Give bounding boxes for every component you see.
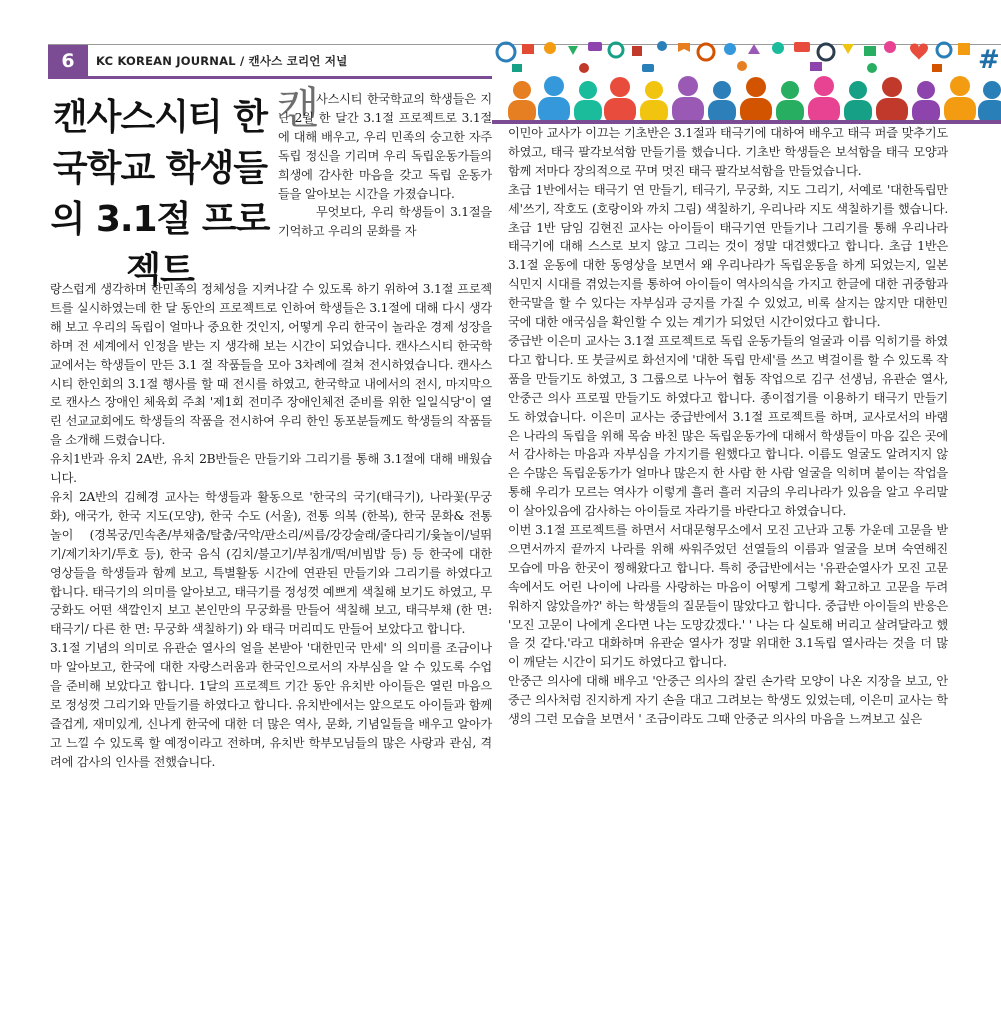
intro-paragraph: 무엇보다, 우리 학생들이 3.1절을 기억하고 우리의 문화를 자 (278, 205, 492, 239)
people-silhouettes (508, 76, 1001, 122)
page-number: 6 (48, 45, 88, 77)
body-paragraph: 안중근 의사에 대해 배우고 '안중근 의사의 잘린 손가락 모양이 나온 지장을 보고, 안중근 의사처럼 진지하게 자기 손을 대고 그려보는 학생도 있었는데, 이은미 교사는 학생의 그런 모습을 보면서 ' 조금이라도 그때 안중군 의사의 마음을 느껴보고 싶은 (508, 674, 948, 727)
body-paragraph: 중급반 이은미 교사는 3.1절 프로젝트로 독립 운동가들의 얼굴과 이름 익히기를 하였다고 합니다. 또 붓글씨로 화선지에 '대한 독립 만세'를 쓰고 벽걸이를 할 수 있도록 작품을 만들기도 하였고, 3 그룹으로 나누어 협동 작업으로 김구 선생님, 유관순 열사, 안중근 의사 프로필 만들기도 하였다고 합니다. 종이접기를 이용하기 태극기 만들기도 하였습니다. 이은미 교사는 중급반에서 3.1절 프로젝트를 하며, 교사로서의 바램은 나라의 독립을 위해 목숨 바친 많은 독립운동가에 대해서 학생들이 마음 깊은 곳에서 감사하는 마음과 자부심을 가지기를 원했다고 합니다. 이름도 얼굴도 알려지지 않은 수많은 독립운동가가 얼마나 많은지 한 사람 한 사람 얼굴을 익히며 붙이는 작업을 통해 우리가 모르는 역사가 이렇게 흘러 흘러 지금의 우리나라가 있음을 알고 우리말이 살아있음에 감사하는 아이들로 자라기를 바란다고 하였습니다. (508, 333, 948, 519)
drop-cap: 캔 (277, 83, 320, 134)
journal-title: KC KOREAN JOURNAL / 캔사스 코리언 저널 (96, 54, 348, 68)
banner-icons (497, 41, 1000, 75)
body-paragraph: 유치 2A반의 김혜경 교사는 학생들과 활동으로 '한국의 국기(태극기), 나라꽃(무궁화), 애국가, 한국 지도(모양), 한국 수도 (서울), 전통 의복 (한복), 한국 문화& 전통 놀이 (경복궁/민속촌/부채춤/탈춤/국악/판소리/씨름/강강술래/줄다리기/윷놀이/널뛰기/제기차기/투호 등), 한국 음식 (김치/불고기/부침개/떡/비빔밥 등) 등 한국에 대한 영상들을 학생들과 함께 보고, 특별활동 시간에 연관된 만들기와 그리기를 하였다고 합니다. 태극기의 의미를 알아보고, 태극기를 정성껏 예쁘게 색칠해 보기도 하였고, 무궁화도 어떤 색깔인지 보고 본인만의 무궁화를 만들어 색칠해 보고, 태극부채 (한 면: 태극기/ 다른 한 면: 무궁화 색칠하기) 와 태극 머리띠도 만들어 보았다고 합니다. (50, 489, 492, 637)
article-column-right (508, 124, 948, 729)
body-paragraph: 이번 3.1절 프로젝트를 하면서 서대문형무소에서 모진 고난과 고통 가운데 고문을 받으면서까지 끝까지 나라를 위해 싸워주었던 선열들의 이름과 얼굴을 보며 숙연해진 모습에 마음 한곳이 찡해왔다고 합니다. 특히 중급반에서는 '유관순열사가 모진 고문 속에서도 어린 나이에 나라를 사랑하는 마음이 어떻게 그렇게 확고하고 고문을 두려워하지 않았을까?' 하는 학생들의 질문들이 많았다고 합니다. 중급반 아이들의 반응은 '모진 고문이 나에게 온다면 나는 도망갔겠다.' ' 나는 다 실토해 버리고 살려달라고 했을 것 같다.'라고 대화하며 유관순 열사가 정말 위대한 3.1독립 열사라는 것을 더 많이 깨닫는 시간이 되기도 하였다고 합니다. (508, 523, 948, 670)
body-paragraph: 유치1반과 유치 2A반, 유치 2B반들은 만들기와 그리기를 통해 3.1절에 대해 배웠습니다. (50, 452, 492, 486)
article-headline: 캔사스시티 한국학교 학생들의 3.1절 프로젝트 (50, 97, 270, 291)
article-intro (278, 90, 492, 241)
body-paragraph: 랑스럽게 생각하며 한민족의 정체성을 지켜나갈 수 있도록 하기 위하여 3.1절 프로젝트를 실시하였는데 한 달 동안의 프로젝트로 인하여 학생들은 3.1절에 대해 다시 생각해 보고 우리의 독립이 얼마나 중요한 것인지, 어떻게 우리 한국이 놀라운 경제 성장을 하며 전 세계에서 인정을 받는 지 생각해 보는 시간이 되었습니다. 캔사스시티 한국학교에서는 학생들이 만든 3.1 절 작품들을 모아 3차례에 걸쳐 전시하였습니다. 캔사스시티 한인회의 3.1절 행사를 할 때 전시를 하였고, 한국학교 내에서의 전시, 마지막으로 캔사스 장애인 체육회 주최 '제1회 전미주 장애인체전 준비를 위한 일일식당'이 열린 선교교회에도 학생들의 작품을 전시하여 우리 한인 동포분들께도 학생들의 작품들을 소개해 드렸습니다. (50, 282, 492, 448)
body-paragraph: 이민아 교사가 이끄는 기초반은 3.1절과 태극기에 대하여 배우고 태극 퍼즐 맞추기도 하였고, 태극 팔각보석함 만들기를 했습니다. 기초반 학생들은 보석함을 태극 모양과 함께 저마다 장의적으로 꾸며 멋진 태극 팔각보석함을 만들었습니다. (508, 126, 948, 178)
intro-paragraph: 사스시티 한국학교의 학생들은 지난 2월 한 달간 3.1절 프로젝트로 3.1절에 대해 배우고, 우리 민족의 숭고한 자주독립 정신을 기리며 우리 독립운동가들의 희생에 감사한 마음을 갖고 독립 운동가들을 알아보는 시간을 가졌습니다. (278, 92, 492, 201)
header-rule (48, 76, 492, 79)
hashtag-icon: # (978, 45, 1000, 75)
social-media-banner (492, 40, 1001, 122)
heart-icon (910, 44, 928, 61)
body-paragraph: 초급 1반에서는 태극기 연 만들기, 테극기, 무궁화, 지도 그리기, 서예로 '대한독립만세'쓰기, 작호도 (호랑이와 까치 그림) 색칠하기, 우리나라 지도 색칠하기를 했습니다. 초급 1반 담임 김현진 교사는 아이들이 태극기연 만들기나 그리기를 통해 우리나라 태극기에 대해 스스로 보지 않고 그리는 것이 정말 대견했다고 합니다. 초급 1반은 3.1절 운동에 대한 동영상을 보면서 왜 우리나라가 독립운동을 하게 되었는지, 일본 식민지 시대를 겪었는지를 통하여 아이들이 역사의식을 가지고 한글에 대한 귀중함과 한국말을 할 수 있다는 자부심과 긍지를 가질 수 있었고, 비록 살지는 않지만 대한민국에 대한 애국심을 확인할 수 있는 계기가 되었던 시간이었다고 합니다. (508, 182, 948, 330)
article-column-left (50, 280, 492, 772)
body-paragraph: 3.1절 기념의 의미로 유관순 열사의 얼을 본받아 '대한민국 만세' 의 의미를 조금이나마 알아보고, 한국에 대한 자랑스러움과 한국인으로서의 자부심을 알 수 있도록 수업을 준비해 보았다고 합니다. 1달의 프로젝트 기간 동안 유치반 아이들은 열린 마음으로 정성껏 그리기와 만들기를 하였다고 합니다. 유치반에서는 앞으로도 아이들과 함께 즐겁게, 재미있게, 신나게 한국에 대한 더 많은 역사, 문화, 기념일들을 배우고 알아가고 느낄 수 있도록 할 예정이라고 전하며, 유치반 학부모님들의 많은 사랑과 관심, 격려에 감사의 인사를 전했습니다. (50, 641, 492, 769)
